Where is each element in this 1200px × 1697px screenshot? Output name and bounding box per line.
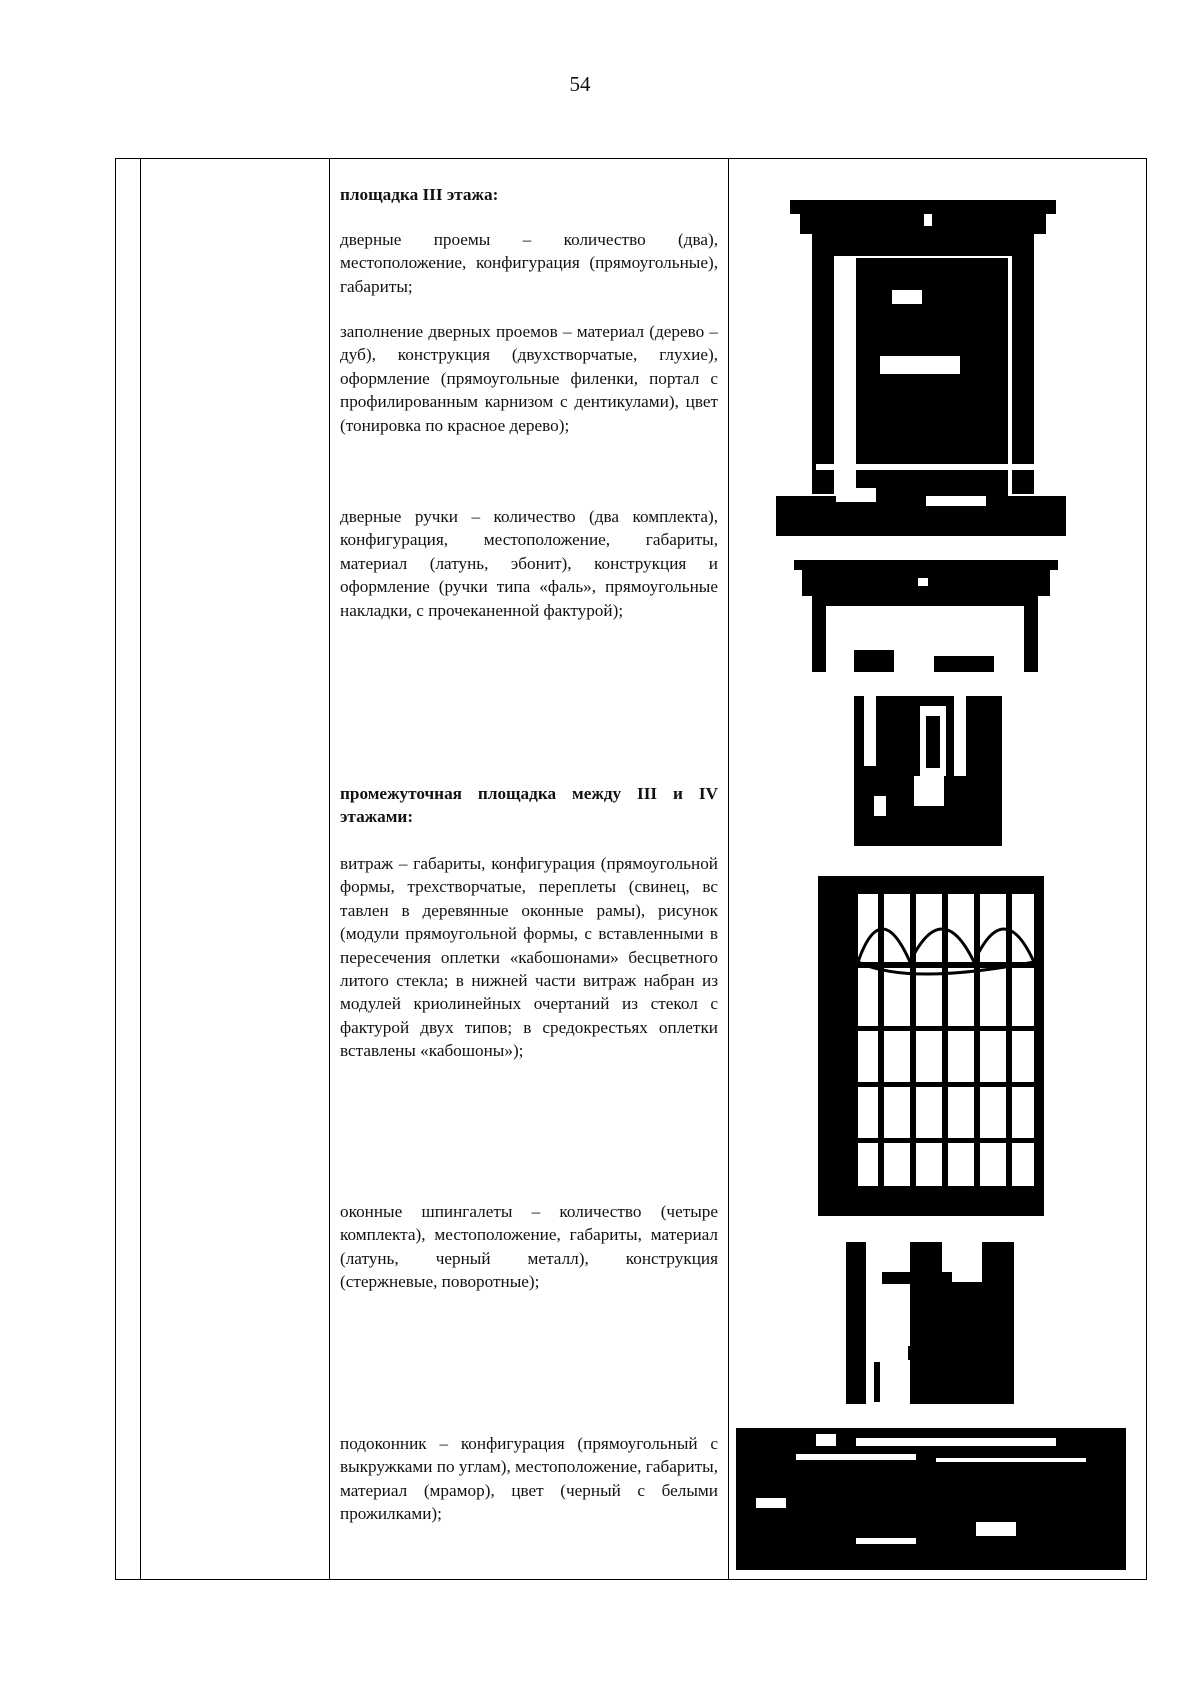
- section-heading: [340, 782, 718, 829]
- stained-glass-photo: [818, 876, 1044, 1216]
- heading-landing: промежуточная площадка между III и IV этажами:: [340, 784, 718, 827]
- list-item: [340, 505, 718, 622]
- item-door-fill: заполнение дверных проемов – материал (дерево – дуб), конструкция (двухстворчатые, глухие), оформление (прямоугольные филенки, портал с профилированным карнизом с дентикулами), цвет (тонировка по красное дерево);: [340, 322, 718, 435]
- window-latch-photo: [846, 1242, 1014, 1404]
- column-divider: [140, 159, 141, 1579]
- section-heading: [340, 183, 718, 206]
- list-item: [340, 228, 718, 298]
- portal-photo: [794, 560, 1058, 672]
- item-door-openings: дверные проемы – количество (два), местоположение, конфигурация (прямоугольные), габариты;: [340, 230, 718, 296]
- column-divider: [728, 159, 729, 1579]
- handle-photo: [854, 696, 1002, 846]
- column-divider: [329, 159, 330, 1579]
- page-number: 54: [569, 72, 591, 96]
- heading-floor3: площадка III этажа:: [340, 185, 499, 204]
- list-item: [340, 1200, 718, 1294]
- item-stained-glass: витраж – габариты, конфигурация (прямоугольной формы, трехстворчатые, переплеты (свинец, вс тавлен в деревянные оконные рамы), рисунок (модули прямоугольной формы, с вставленными в пересечения оплетки «кабошонами» бесцветного литого стекла; в нижней части витраж набран из модулей криолинейных очертаний из стекол с фактурой двух типов; в средокрестьях оплетки вставлены «кабошоны»);: [340, 854, 718, 1061]
- item-windowsill: подоконник – конфигурация (прямоугольный с выкружками по углам), местоположение, габариты, материал (мрамор), цвет (черный с белыми прожилками);: [340, 1434, 718, 1524]
- list-item: [340, 1432, 718, 1526]
- list-item: [340, 320, 718, 437]
- windowsill-photo: [736, 1428, 1126, 1570]
- item-window-latches: оконные шпингалеты – количество (четыре комплекта), местоположение, габариты, материал (латунь, черный металл), конструкция (стержневые, поворотные);: [340, 1202, 718, 1292]
- item-door-handles: дверные ручки – количество (два комплекта), конфигурация, местоположение, габариты, материал (латунь, эбонит), конструкция и оформление (ручки типа «фаль», прямоугольные накладки, с прочеканенной фактурой);: [340, 507, 718, 620]
- list-item: [340, 852, 718, 1063]
- door-photo: [776, 196, 1066, 536]
